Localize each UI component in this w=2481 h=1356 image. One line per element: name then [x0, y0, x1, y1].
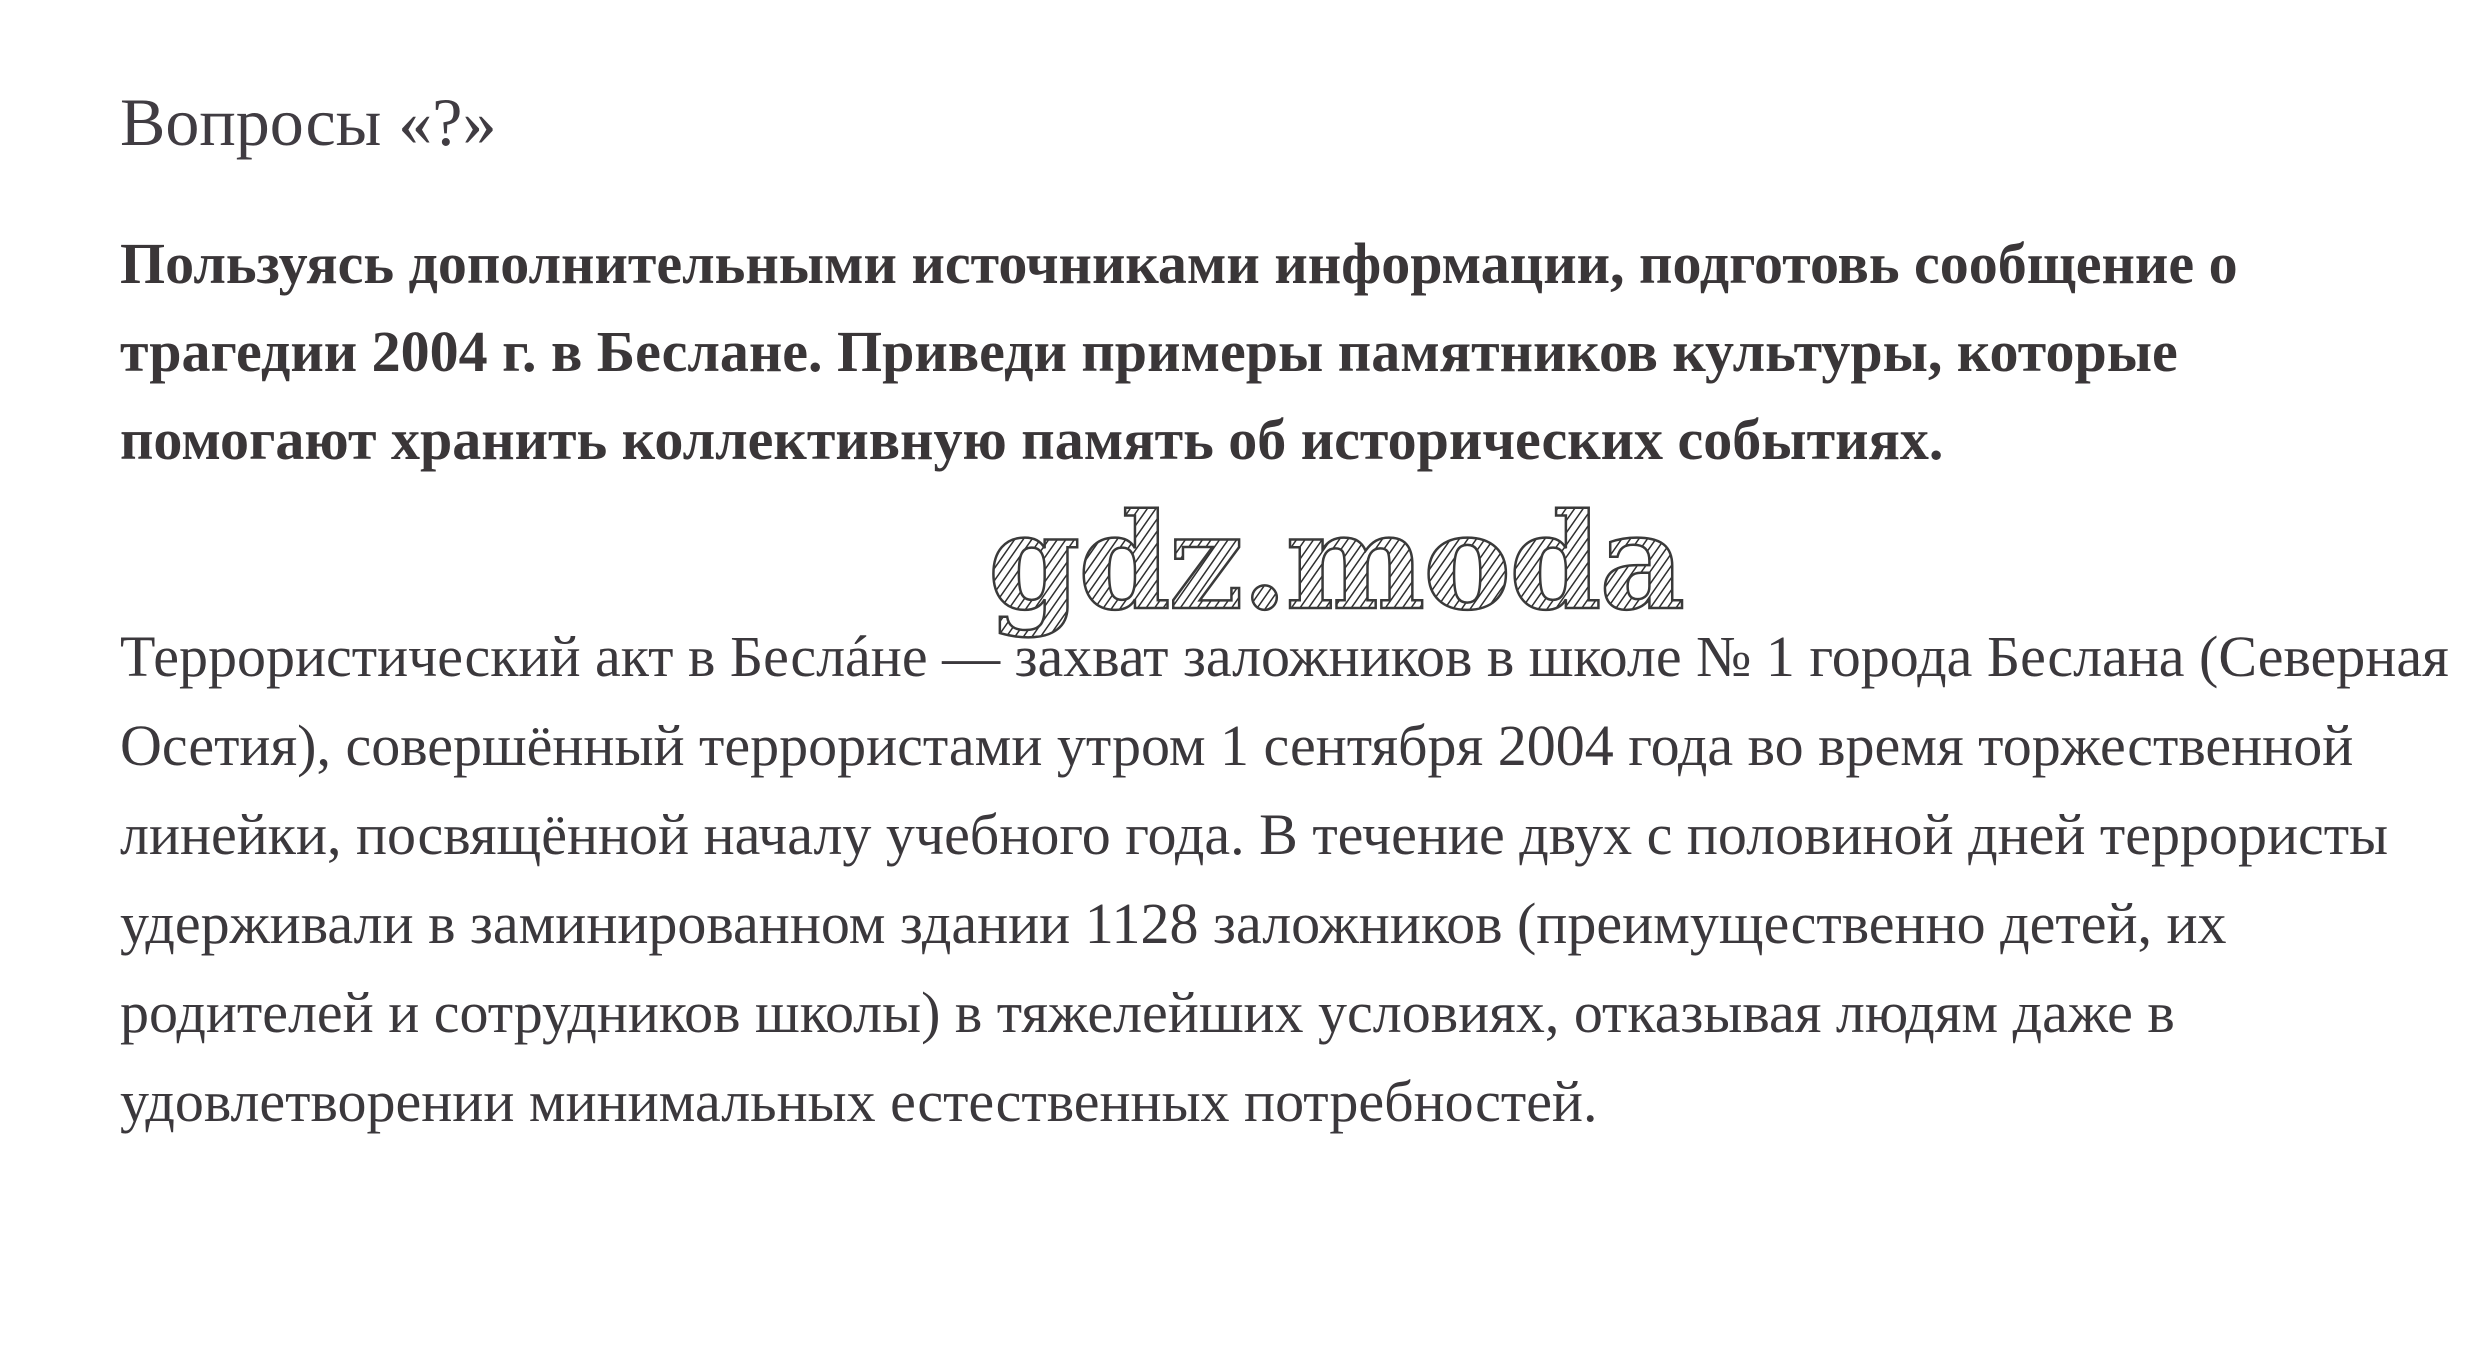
watermark-text: gdz.moda — [988, 485, 1684, 640]
section-title: Вопросы «?» — [120, 84, 497, 160]
question-text: Пользуясь дополнительными источниками информации, подготовь сообщение о трагедии 2004 г. в Беслане. Приведи примеры памятников культуры, которые помогают хранить коллективную память об исторических событиях. — [120, 231, 2238, 472]
answer-text: Террористический акт в Беслáне — захват заложников в школе № 1 города Беслана (Северная Осетия), совершённый террористами утром 1 сентября 2004 года во время торжественной линейки, посвящённой началу учебного года. В течение двух с половиной дней террористы удерживали в заминированном здании 1128 заложников (преимущественно детей, их родителей и сотрудников школы) в тяжелейших условиях, отказывая людям даже в удовлетворении минимальных естественных потребностей. — [120, 624, 2449, 1134]
